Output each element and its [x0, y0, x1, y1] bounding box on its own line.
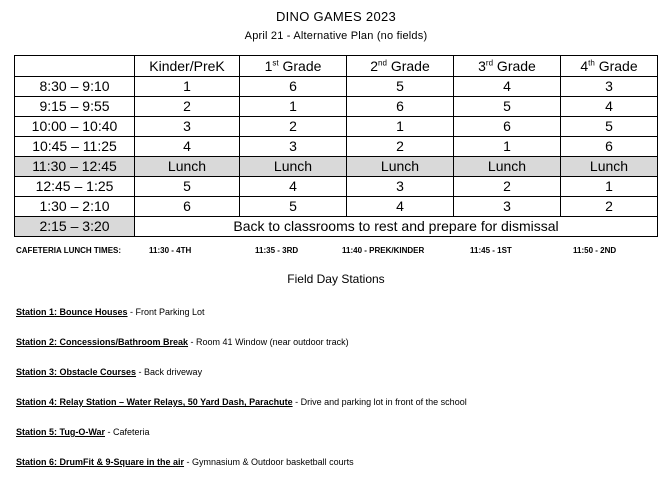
station-name: Station 4: Relay Station – Water Relays, 50 Yard Dash, Parachute	[16, 397, 293, 407]
lunch-slot: 11:30 - 4TH	[149, 246, 192, 255]
column-header-2nd-grade: 2nd Grade	[347, 56, 454, 77]
station-location: - Cafeteria	[105, 427, 150, 437]
time-cell: 1:30 – 2:10	[15, 197, 135, 217]
cafeteria-lunch-times	[16, 246, 656, 258]
table-cell: 1	[454, 137, 561, 157]
time-cell: 10:00 – 10:40	[15, 117, 135, 137]
table-cell: 2	[454, 177, 561, 197]
station-item	[16, 397, 467, 407]
header-row	[15, 56, 658, 77]
table-cell: 2	[135, 97, 240, 117]
column-header-kinder: Kinder/PreK	[135, 56, 240, 77]
table-row	[15, 97, 658, 117]
station-name: Station 1: Bounce Houses	[16, 307, 128, 317]
table-row	[15, 77, 658, 97]
column-header-4th-grade: 4th Grade	[561, 56, 658, 77]
schedule-table	[14, 55, 658, 237]
table-cell: 5	[454, 97, 561, 117]
table-cell: 1	[135, 77, 240, 97]
station-name: Station 6: DrumFit & 9-Square in the air	[16, 457, 185, 467]
table-cell: 4	[347, 197, 454, 217]
table-cell: 6	[561, 137, 658, 157]
station-name: Station 3: Obstacle Courses	[16, 367, 137, 377]
station-item	[16, 457, 354, 467]
time-cell: 12:45 – 1:25	[15, 177, 135, 197]
time-cell: 8:30 – 9:10	[15, 77, 135, 97]
station-location: - Back driveway	[136, 367, 203, 377]
station-location: - Front Parking Lot	[127, 307, 205, 317]
table-cell: 5	[240, 197, 347, 217]
table-cell: 5	[135, 177, 240, 197]
station-item	[16, 427, 150, 437]
table-cell: 4	[135, 137, 240, 157]
page-title: DINO GAMES 2023	[275, 9, 397, 24]
table-row	[15, 117, 658, 137]
table-cell: 3	[135, 117, 240, 137]
table-row	[15, 137, 658, 157]
table-cell: 5	[561, 117, 658, 137]
station-item	[16, 337, 349, 347]
table-cell: 4	[454, 77, 561, 97]
dismissal-row	[15, 217, 658, 237]
station-location: - Gymnasium & Outdoor basketball courts	[184, 457, 354, 467]
time-cell: 2:15 – 3:20	[15, 217, 135, 237]
table-cell: 4	[240, 177, 347, 197]
table-cell: 5	[347, 77, 454, 97]
lunch-slot: 11:40 - PREK/KINDER	[342, 246, 425, 255]
table-cell: 6	[240, 77, 347, 97]
table-cell: 3	[240, 137, 347, 157]
table-cell: 1	[561, 177, 658, 197]
table-cell: Lunch	[454, 157, 561, 177]
column-header-3rd-grade: 3rd Grade	[454, 56, 561, 77]
table-cell: 2	[347, 137, 454, 157]
table-cell: 3	[347, 177, 454, 197]
lunch-slot: 11:35 - 3RD	[255, 246, 299, 255]
station-item	[16, 367, 202, 377]
table-cell: 2	[240, 117, 347, 137]
table-cell: 1	[347, 117, 454, 137]
table-cell: 4	[561, 97, 658, 117]
dismissal-text: Back to classrooms to rest and prepare for dismissal	[135, 217, 658, 237]
table-cell: 3	[454, 197, 561, 217]
table-cell: Lunch	[561, 157, 658, 177]
station-name: Station 5: Tug-O-War	[16, 427, 105, 437]
table-cell: 6	[135, 197, 240, 217]
table-cell: Lunch	[347, 157, 454, 177]
page-subtitle: April 21 - Alternative Plan (no fields)	[244, 30, 428, 42]
table-cell: 6	[454, 117, 561, 137]
table-cell: Lunch	[135, 157, 240, 177]
station-item	[16, 307, 205, 317]
lunch-slot: 11:45 - 1ST	[470, 246, 512, 255]
station-location: - Room 41 Window (near outdoor track)	[188, 337, 349, 347]
stations-title: Field Day Stations	[287, 272, 385, 286]
table-cell: 6	[347, 97, 454, 117]
table-cell: 3	[561, 77, 658, 97]
station-location: - Drive and parking lot in front of the school	[292, 397, 467, 407]
column-header-1st-grade: 1st Grade	[240, 56, 347, 77]
lunch-times-label: CAFETERIA LUNCH TIMES:	[16, 246, 122, 255]
time-cell: 9:15 – 9:55	[15, 97, 135, 117]
table-row	[15, 177, 658, 197]
corner-cell	[15, 56, 135, 77]
time-cell: 11:30 – 12:45	[15, 157, 135, 177]
table-cell: Lunch	[240, 157, 347, 177]
lunch-row	[15, 157, 658, 177]
time-cell: 10:45 – 11:25	[15, 137, 135, 157]
table-cell: 2	[561, 197, 658, 217]
station-name: Station 2: Concessions/Bathroom Break	[16, 337, 189, 347]
table-cell: 1	[240, 97, 347, 117]
lunch-slot: 11:50 - 2ND	[573, 246, 617, 255]
table-row	[15, 197, 658, 217]
